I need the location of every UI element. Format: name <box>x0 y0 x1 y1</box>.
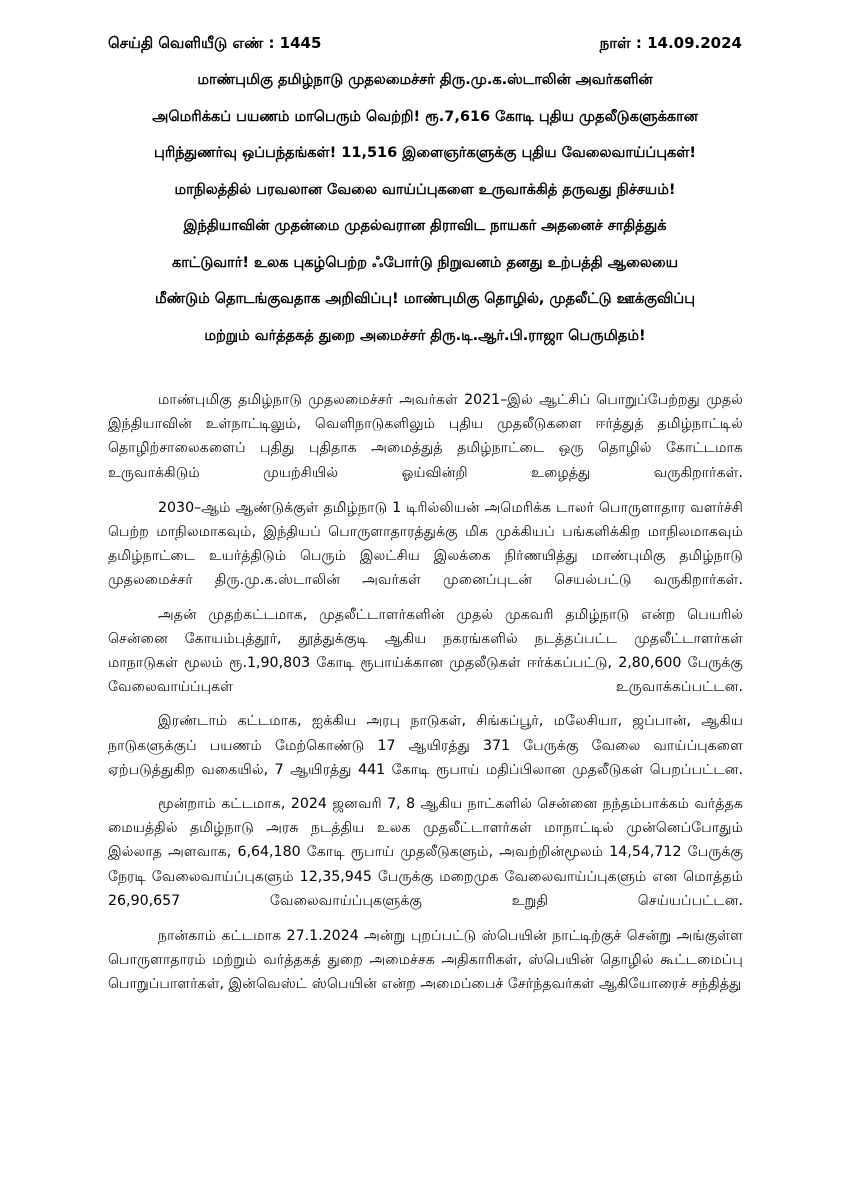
press-release-number: செய்தி வெளியீடு எண் : 1445 <box>108 34 322 52</box>
body-paragraph: மாண்புமிகு தமிழ்நாடு முதலமைச்சர் அவர்கள் 2021–இல் ஆட்சிப் பொறுப்பேற்றது முதல் இந்தியாவின் உள்நாட்டிலும், வெளிநாடுகளிலும் புதிய முதலீடுகளை ஈர்த்துத் தமிழ்நாட்டில் தொழிற்சாலைகளைப் புதிது புதிதாக அமைத்துத் தமிழ்நாட்டை ஒரு தொழில் கோட்டமாக உருவாக்கிடும் முயற்சியில் ஓய்வின்றி உழைத்து வருகிறார்கள். <box>108 392 743 481</box>
body-text <box>108 388 743 997</box>
body-paragraph: அதன் முதற்கட்டமாக, முதலீட்டாளர்களின் முதல் முகவரி தமிழ்நாடு என்ற பெயரில் சென்னை கோயம்புத்தூர், தூத்துக்குடி ஆகிய நகரங்களில் நடத்தப்பட்ட முதலீட்டாளர்கள் மாநாடுகள் மூலம் ரூ.1,90,803 கோடி ரூபாய்க்கான முதலீடுகள் ஈர்க்கப்பட்டு, 2,80,600 பேருக்கு வேலைவாய்ப்புகள் உருவாக்கப்பட்டன. <box>108 606 743 696</box>
headline-line: புரிந்துணர்வு ஒப்பந்தங்கள்! 11,516 இளைஞர்களுக்கு புதிய வேலைவாய்ப்புகள்! <box>154 145 696 161</box>
headline-line: மற்றும் வர்த்தகத் துறை அமைச்சர் திரு.டி.ஆர்.பி.ராஜா பெருமிதம்! <box>204 327 646 344</box>
body-paragraph: 2030–ஆம் ஆண்டுக்குள் தமிழ்நாடு 1 டிரில்லியன் அமெரிக்க டாலர் பொருளாதார வளர்ச்சி பெற்ற மாநிலமாகவும், இந்தியப் பொருளாதாரத்துக்கு மிக முக்கியப் பங்களிக்கிற மாநிலமாகவும் தமிழ்நாட்டை உயர்த்திடும் பெரும் இலட்சிய இலக்கை நிர்ணயித்து மாண்புமிகு தமிழ்நாடு முதலமைச்சர் திரு.மு.க.ஸ்டாலின் அவர்கள் முனைப்புடன் செயல்பட்டு வருகிறார்கள். <box>108 499 743 589</box>
body-paragraph: இரண்டாம் கட்டமாக, ஐக்கிய அரபு நாடுகள், சிங்கப்பூர், மலேசியா, ஜப்பான், ஆகிய நாடுகளுக்குப் பயணம் மேற்கொண்டு 17 ஆயிரத்து 371 பேருக்கு வேலை வாய்ப்புகளை ஏற்படுத்துகிற வகையில், 7 ஆயிரத்து 441 கோடி ரூபாய் மதிப்பிலான முதலீடுகள் பெறப்பட்டன. <box>108 713 743 778</box>
headline-line: மாண்புமிகு தமிழ்நாடு முதலமைச்சர் திரு.மு.க.ஸ்டாலின் அவர்களின் <box>197 72 653 88</box>
press-release-header <box>108 34 742 58</box>
headline-line: இந்தியாவின் முதன்மை முதல்வரான திராவிட நாயகர் அதனைச் சாதித்துக் <box>183 218 667 234</box>
headline-block <box>60 62 790 354</box>
press-release-date: நாள் : 14.09.2024 <box>599 34 742 52</box>
headline-line: மாநிலத்தில் பரவலான வேலை வாய்ப்புகளை உருவாக்கித் தருவது நிச்சயம்! <box>174 181 676 198</box>
body-paragraph: நான்காம் கட்டமாக 27.1.2024 அன்று புறப்பட்டு ஸ்பெயின் நாட்டிற்குச் சென்று அங்குள்ள பொருளாதாரம் மற்றும் வர்த்தகத் துறை அமைச்சக அதிகாரிகள், ஸ்பெயின் தொழில் கூட்டமைப்பு பொறுப்பாளர்கள், இன்வெஸ்ட் ஸ்பெயின் என்ற அமைப்பைச் சேர்ந்தவர்கள் ஆகியோரைச் சந்தித்து <box>108 928 743 993</box>
headline-line: காட்டுவார்! உலக புகழ்பெற்ற ஃபோர்டு நிறுவனம் தனது உற்பத்தி ஆலையை <box>171 254 679 271</box>
headline-line: அமெரிக்கப் பயணம் மாபெரும் வெற்றி! ரூ.7,616 கோடி புதிய முதலீடுகளுக்கான <box>152 108 698 125</box>
body-paragraph: மூன்றாம் கட்டமாக, 2024 ஜனவரி 7, 8 ஆகிய நாட்களில் சென்னை நந்தம்பாக்கம் வர்த்தக மையத்தில் தமிழ்நாடு அரசு நடத்திய உலக முதலீட்டாளர்கள் மாநாட்டில் முன்னெப்போதும் இல்லாத அளவாக, 6,64,180 கோடி ரூபாய் முதலீடுகளும், அவற்றின்மூலம் 14,54,712 பேருக்கு நேரடி வேலைவாய்ப்புகளும் 12,35,945 பேருக்கு மறைமுக வேலைவாய்ப்புகளும் என மொத்தம் 26,90,657 வேலைவாய்ப்புகளுக்கு உறுதி செய்யப்பட்டன. <box>108 796 743 909</box>
headline-line: மீண்டும் தொடங்குவதாக அறிவிப்பு! மாண்புமிகு தொழில், முதலீட்டு ஊக்குவிப்பு <box>154 291 696 307</box>
